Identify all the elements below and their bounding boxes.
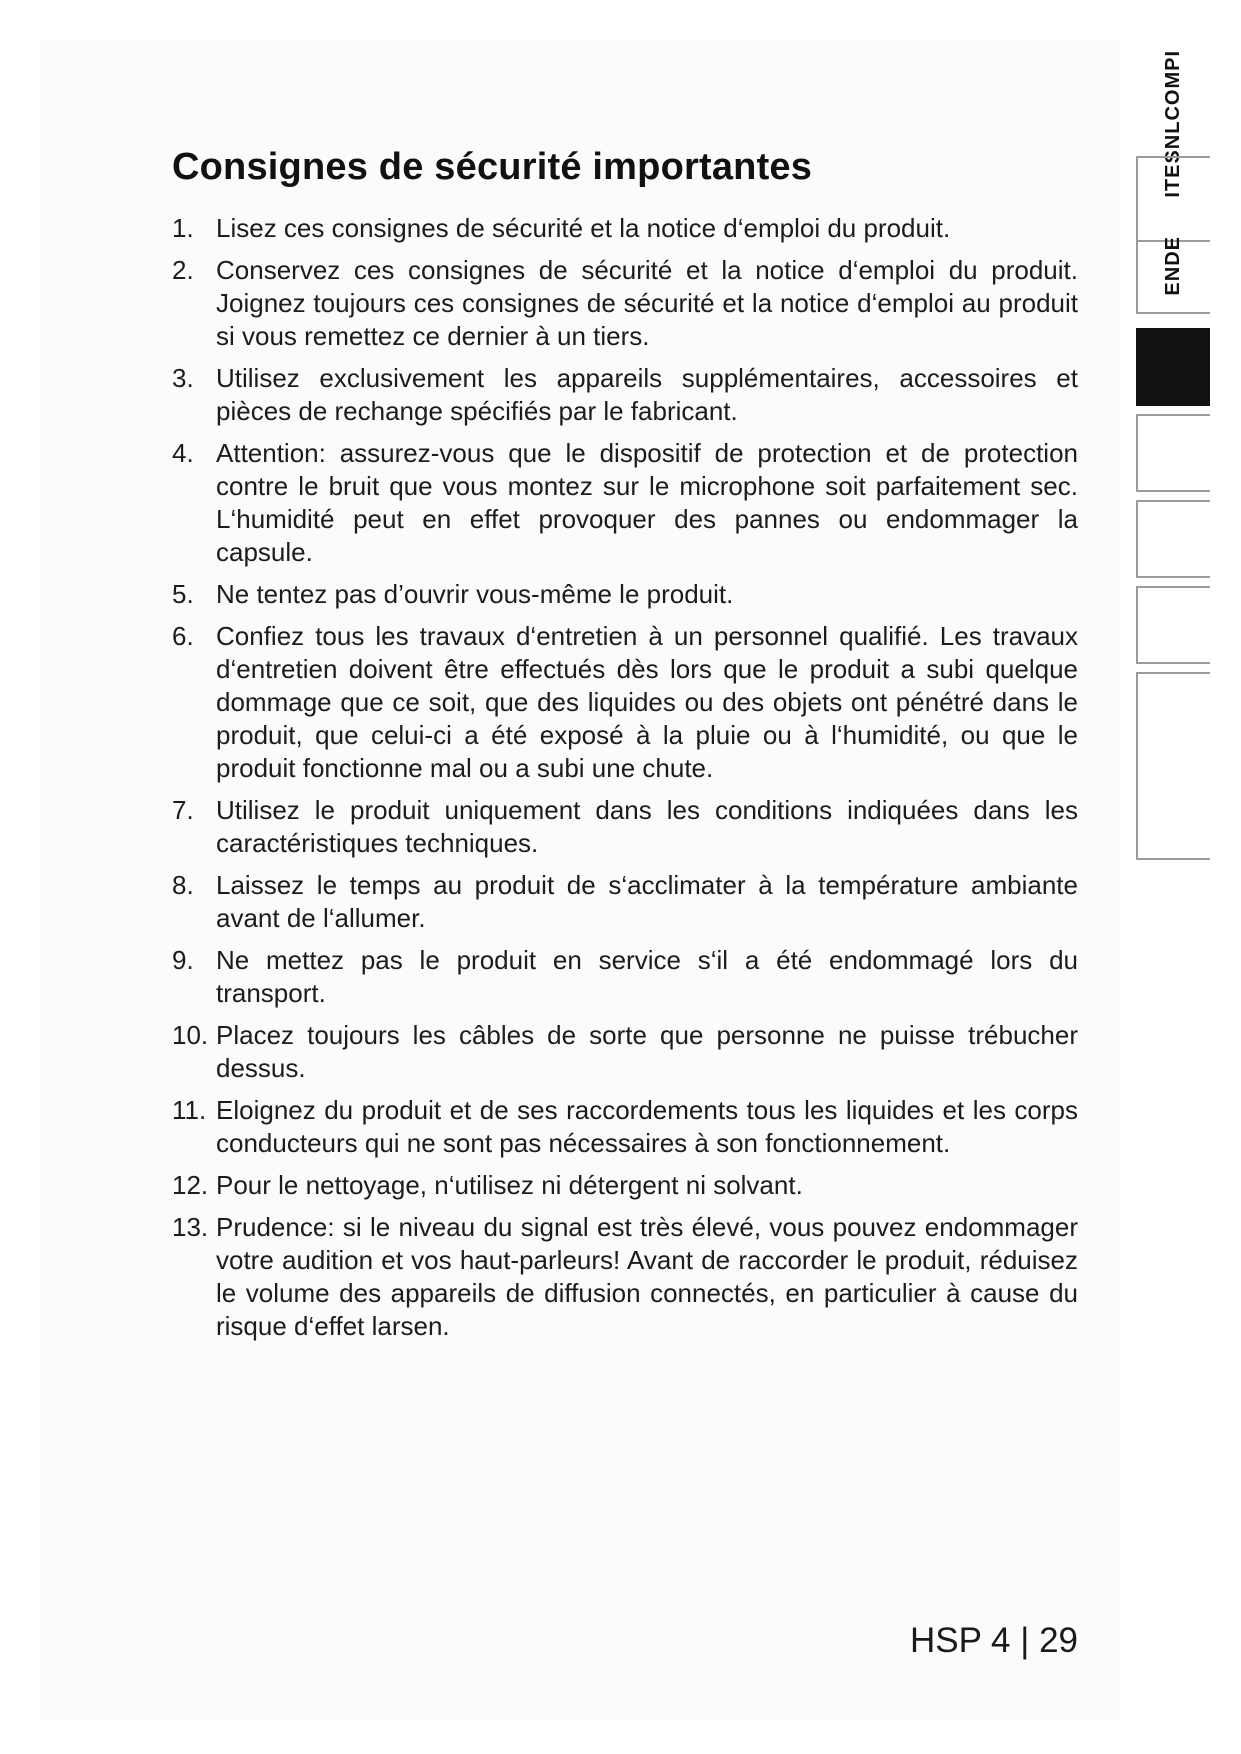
page-title: Consignes de sécurité importantes: [172, 146, 813, 188]
item-text: Lisez ces consignes de sécurité et la notice d‘emploi du produit.: [216, 213, 951, 243]
item-text: Attention: assurez-vous que le dispositif de protection et de protection contre le bruit que vous montez sur le microphone soit parfaitement sec. L‘humidité peut en effet provoquer des pannes ou endommager la capsule.: [216, 438, 1078, 567]
item-text: Utilisez le produit uniquement dans les conditions indiquées dans les caractéristiques techniques.: [216, 795, 1078, 858]
item-number: 11.: [172, 1095, 207, 1125]
item-number: 5.: [172, 579, 194, 609]
item-number: 2.: [172, 255, 194, 285]
item-number: 9.: [172, 945, 194, 975]
item-text: Utilisez exclusivement les appareils supplémentaires, accessoires et pièces de rechange spécifiés par le fabricant.: [216, 363, 1078, 426]
item-text: Prudence: si le niveau du signal est très élevé, vous pouvez endommager votre audition et vos haut-parleurs! Avant de raccorder le produit, réduisez le volume des appareils de diffusion connectés, en particulier à cause du risque d‘effet larsen.: [216, 1212, 1078, 1341]
item-text: Pour le nettoyage, n‘utilisez ni détergent ni solvant.: [216, 1170, 803, 1200]
language-tab-strip: [1136, 40, 1241, 880]
list-item: [172, 869, 1078, 935]
item-text: Ne mettez pas le produit en service s‘il a été endommagé lors du transport.: [216, 945, 1078, 1008]
list-item: [172, 1094, 1078, 1160]
list-item: [172, 620, 1078, 785]
item-number: 1.: [172, 213, 194, 243]
item-text: Conservez ces consignes de sécurité et la notice d‘emploi du produit. Joignez toujours ces consignes de sécurité et la notice d‘emploi au produit si vous remettez ce dernier à un tiers.: [216, 255, 1078, 351]
language-tab-1[interactable]: [1136, 156, 1210, 240]
list-item: [172, 212, 1078, 245]
safety-instructions-list: [172, 212, 1078, 1352]
item-number: 7.: [172, 795, 194, 825]
item-number: 4.: [172, 438, 194, 468]
item-text: Ne tentez pas d’ouvrir vous-même le produit.: [216, 579, 734, 609]
item-text: Eloignez du produit et de ses raccordements tous les liquides et les corps conducteurs qui ne sont pas nécessaires à son fonctionnement.: [216, 1095, 1078, 1158]
list-item: [172, 578, 1078, 611]
language-tab-label-top: ITESNLCOMPI: [1162, 50, 1184, 198]
item-number: 6.: [172, 621, 194, 651]
item-number: 13.: [172, 1212, 209, 1242]
language-tab-active[interactable]: [1136, 328, 1210, 406]
page-footer: HSP 4 | 29: [910, 1621, 1078, 1660]
item-text: Laissez le temps au produit de s‘acclimater à la température ambiante avant de l‘allumer.: [216, 870, 1078, 933]
list-item: [172, 944, 1078, 1010]
language-tab-label-second: ENDE: [1162, 236, 1184, 296]
language-tab-6[interactable]: [1136, 586, 1210, 664]
list-item: [172, 362, 1078, 428]
language-tab-5[interactable]: [1136, 500, 1210, 578]
list-item: [172, 254, 1078, 353]
list-item: [172, 1169, 1078, 1202]
item-text: Confiez tous les travaux d‘entretien à un personnel qualifié. Les travaux d‘entretien doivent être effectués dès lors que le produit a subi quelque dommage que ce soit, que des liquides ou des objets ont pénétré dans le produit, que celui-ci a été exposé à la pluie ou à l‘humidité, ou que le produit fonctionne mal ou a subi une chute.: [216, 621, 1078, 783]
item-number: 10.: [172, 1020, 209, 1050]
item-number: 3.: [172, 363, 194, 393]
item-number: 8.: [172, 870, 194, 900]
item-number: 12.: [172, 1170, 209, 1200]
list-item: [172, 437, 1078, 569]
list-item: [172, 794, 1078, 860]
list-item: [172, 1019, 1078, 1085]
language-tab-4[interactable]: [1136, 414, 1210, 492]
language-tab-7[interactable]: [1136, 672, 1210, 860]
item-text: Placez toujours les câbles de sorte que personne ne puisse trébucher dessus.: [216, 1020, 1078, 1083]
list-item: [172, 1211, 1078, 1343]
